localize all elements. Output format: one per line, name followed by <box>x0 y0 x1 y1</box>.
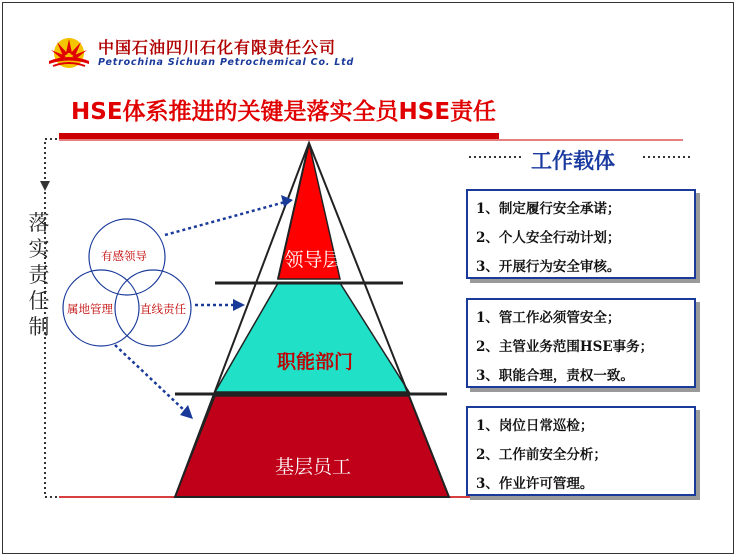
carrier-box-functional <box>466 298 696 388</box>
carrier-item: 3、职能合理，责权一致。 <box>476 368 634 384</box>
carrier-item: 3、作业许可管理。 <box>476 476 594 492</box>
arrow-head-functional <box>233 299 245 311</box>
side-label-char-2: 实 <box>28 237 50 261</box>
carrier-item: 2、工作前安全分析； <box>476 447 607 463</box>
left-bracket-arrow-top <box>40 181 50 191</box>
main-title: HSE体系推进的关键是落实全员HSE责任 <box>71 99 497 125</box>
side-label-char-4: 任 <box>28 289 50 313</box>
carrier-box-staff <box>466 406 696 496</box>
carrier-item: 3、开展行为安全审核。 <box>476 259 621 275</box>
pyramid-label-leader: 领导层 <box>284 249 342 271</box>
venn-label-right: 直线责任 <box>140 302 186 316</box>
arrow-venn-to-leader <box>165 202 285 235</box>
carrier-item: 2、个人安全行动计划； <box>476 230 621 246</box>
work-carrier-title: 工作载体 <box>531 148 615 173</box>
carrier-item: 1、管工作必须管安全； <box>476 310 621 326</box>
pyramid-label-staff: 基层员工 <box>274 456 351 478</box>
venn-label-top: 有感领导 <box>101 249 147 263</box>
carrier-box-leader <box>466 189 696 279</box>
pyramid-level-functional <box>215 283 409 392</box>
arrow-venn-to-staff <box>115 345 185 411</box>
arrow-head-leader <box>281 195 293 207</box>
carrier-item: 1、制定履行安全承诺； <box>476 201 621 217</box>
side-label-char-1: 落 <box>28 211 50 235</box>
side-label-char-5: 制 <box>28 315 50 339</box>
slide <box>2 2 734 554</box>
company-name-cn: 中国石油四川石化有限责任公司 <box>98 38 337 57</box>
carrier-item: 2、主管业务范围HSE事务； <box>476 339 654 355</box>
company-name-en: Petrochina Sichuan Petrochemical Co. Ltd <box>98 57 355 68</box>
top-red-rule <box>59 133 499 139</box>
side-label-char-3: 责 <box>28 263 50 287</box>
venn-label-left: 属地管理 <box>67 302 113 316</box>
carrier-item: 1、岗位日常巡检； <box>476 418 594 434</box>
pyramid-level-staff <box>175 396 449 497</box>
pyramid-label-functional: 职能部门 <box>276 351 353 373</box>
